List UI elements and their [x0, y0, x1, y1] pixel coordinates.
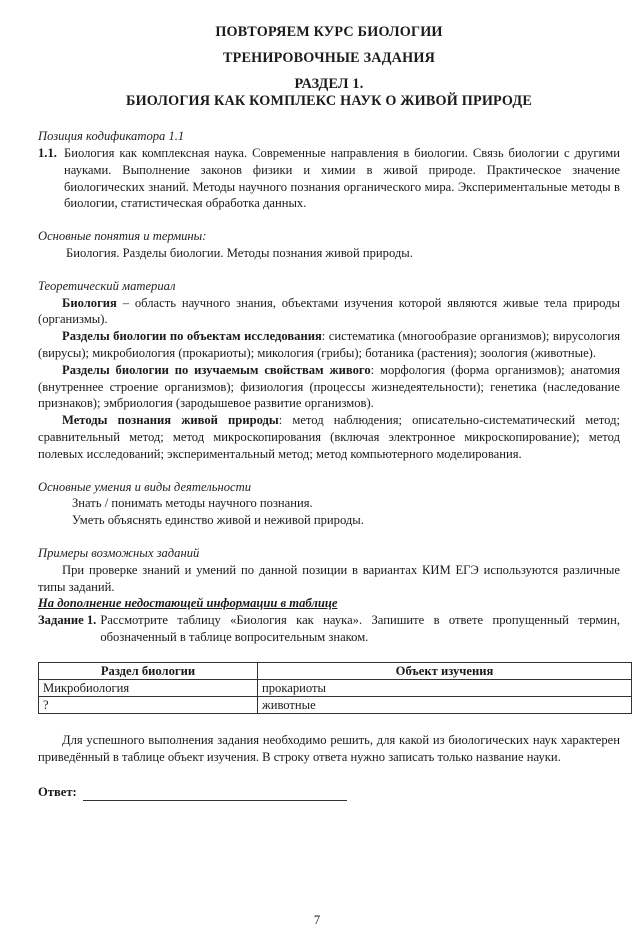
table-row — [39, 696, 632, 713]
page-number: 7 — [313, 913, 321, 927]
task-type-heading: На дополнение недостающей информации в таблице — [38, 596, 338, 611]
table-cell: ? — [39, 696, 258, 713]
skills-item: Уметь объяснять единство живой и неживой природы. — [72, 513, 364, 528]
instruction-text: Для успешного выполнения задания необходимо решить, для какой из биологических наук характерен приведённый в таблице объект изучения. В строку ответа нужно записать только название науки. — [38, 732, 620, 764]
codifier-label: Позиция кодификатора 1.1 — [38, 129, 185, 144]
theory-term: Биология — [62, 295, 117, 310]
table-header-cell: Объект изучения — [258, 662, 632, 679]
theory-paragraph — [38, 412, 620, 462]
theory-term: Разделы биологии по изучаемым свойствам живого — [62, 362, 371, 377]
theory-paragraph — [38, 362, 620, 412]
section-title: БИОЛОГИЯ КАК КОМПЛЕКС НАУК О ЖИВОЙ ПРИРОДЕ — [125, 93, 532, 110]
subtitle: ТРЕНИРОВОЧНЫЕ ЗАДАНИЯ — [222, 49, 436, 66]
skills-label: Основные умения и виды деятельности — [38, 479, 252, 494]
main-title: ПОВТОРЯЕМ КУРС БИОЛОГИИ — [215, 24, 443, 40]
answer-label: Ответ: — [38, 785, 77, 800]
concepts-label: Основные понятия и термины: — [38, 229, 207, 244]
task-label: Задание 1. — [38, 613, 97, 628]
task-text: Рассмотрите таблицу «Биология как наука». Запишите в ответе пропущенный термин, обозначенный в таблице вопросительным знаком. — [100, 613, 620, 644]
codifier-text: Биология как комплексная наука. Современные направления в биологии. Связь биологии с другими науками. Выполнение законов физики и химии в живой природе. Практическое значение биологических знаний. Методы научного познания органического мира. Экспериментальные методы в биологии, статистическая обработка данных. — [64, 145, 620, 211]
theory-label: Теоретический материал — [38, 278, 176, 293]
theory-text: : систематика (многообразие организмов); вирусология (вирусы); микробиология (прокариоты); микология (грибы); ботаника (растения); зоология (животные). — [38, 329, 620, 360]
theory-text: : морфология (форма организмов); анатомия (внутреннее строение организмов); физиология (процессы жизнедеятельности); генетика (наследование признаков); эмбриология (зародышевое развитие организмов). — [38, 362, 620, 411]
theory-text: – область научного знания, объектами изучения которой являются живые тела природы (организмы). — [38, 295, 620, 327]
table-cell: животные — [258, 696, 632, 713]
table-row — [39, 679, 632, 696]
theory-term: Методы познания живой природы — [62, 413, 279, 428]
page-content — [38, 22, 620, 801]
theory-text: : метод наблюдения; описательно-систематический метод; сравнительный метод; метод микроскопирования (включая электронное микроскопирование); метод полевых исследований; экспериментальный метод; метод компьютерного моделирования. — [38, 413, 620, 461]
answer-line[interactable] — [83, 786, 347, 801]
table-header-cell: Раздел биологии — [39, 662, 258, 679]
answer-row — [38, 784, 620, 801]
table-cell: прокариоты — [258, 679, 632, 696]
skills-item: Знать / понимать методы научного познания. — [72, 496, 313, 511]
theory-paragraph — [38, 328, 620, 362]
table-header-row — [39, 662, 632, 679]
theory-paragraph — [38, 295, 620, 329]
task-item — [38, 612, 620, 646]
examples-label: Примеры возможных заданий — [38, 545, 200, 560]
theory-term: Разделы биологии по объектам исследования — [62, 329, 322, 344]
concepts-text: Биология. Разделы биологии. Методы познания живой природы. — [66, 245, 413, 260]
examples-intro: При проверке знаний и умений по данной позиции в вариантах КИМ ЕГЭ используются различные типы заданий. — [38, 562, 620, 594]
table-cell: Микробиология — [39, 679, 258, 696]
section-number: РАЗДЕЛ 1. — [294, 75, 364, 92]
codifier-item — [38, 145, 620, 212]
biology-table — [38, 662, 632, 714]
codifier-number: 1.1. — [38, 145, 57, 160]
